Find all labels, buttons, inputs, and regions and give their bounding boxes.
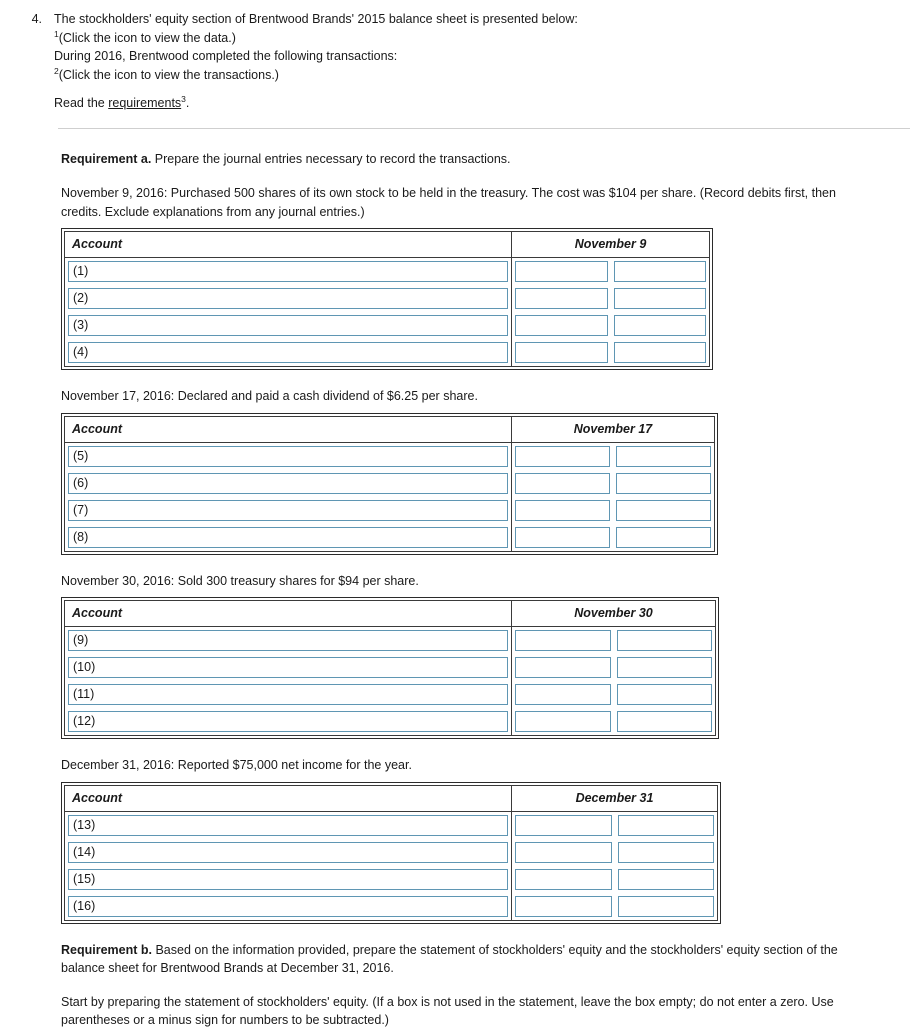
debit-input[interactable]	[515, 657, 611, 678]
section-divider	[58, 128, 910, 129]
amount-columns-header-cell	[512, 232, 709, 257]
table-row	[65, 443, 511, 470]
table-row	[65, 497, 511, 524]
account-input[interactable]: (3)	[68, 315, 508, 336]
debit-input[interactable]	[515, 815, 612, 836]
table-row	[65, 339, 511, 366]
credit-input[interactable]	[618, 869, 715, 890]
journal-table-inner	[64, 785, 718, 921]
transaction-description: November 17, 2016: Declared and paid a cash dividend of $6.25 per share.	[61, 389, 478, 403]
amount-columns	[512, 812, 717, 920]
table-row-amounts	[512, 312, 709, 339]
problem-number: 4.	[31, 12, 42, 26]
account-column-header: Account	[72, 421, 122, 436]
date-column-header: November 30	[574, 606, 653, 620]
account-column-header: Account	[72, 790, 122, 805]
requirement-b-heading	[61, 941, 871, 978]
data-icon-line	[54, 29, 920, 48]
journal-entry-table	[61, 782, 721, 924]
account-column	[65, 627, 512, 735]
account-input[interactable]: (7)	[68, 500, 508, 521]
requirement-b-instruction: Start by preparing the statement of stockholders' equity. (If a box is not used in the statement, leave the box empty; do not enter a zero. Use parentheses or a minus sign for numbers to be subtracted.)	[61, 994, 834, 1027]
table-row-amounts	[512, 812, 717, 839]
table-row	[65, 654, 511, 681]
credit-input[interactable]	[616, 500, 711, 521]
debit-input[interactable]	[515, 315, 608, 336]
account-column	[65, 443, 512, 551]
table-row-amounts	[512, 681, 715, 708]
account-column-header-cell	[65, 786, 512, 811]
table-row-amounts	[512, 627, 715, 654]
problem-text	[54, 10, 920, 113]
credit-input[interactable]	[618, 842, 715, 863]
debit-input[interactable]	[515, 527, 610, 548]
table-body	[65, 258, 709, 366]
transactions-icon-link[interactable]: (Click the icon to view the transactions.)	[58, 67, 279, 82]
data-icon-link[interactable]: (Click the icon to view the data.)	[58, 30, 236, 45]
account-input[interactable]: (13)	[68, 815, 508, 836]
journal-table-inner	[64, 231, 710, 367]
credit-input[interactable]	[616, 527, 711, 548]
journal-table-inner	[64, 600, 716, 736]
table-row	[65, 285, 511, 312]
requirement-a-label: Requirement a.	[61, 152, 152, 166]
amount-columns	[512, 627, 715, 735]
table-row	[65, 866, 511, 893]
table-row-amounts	[512, 654, 715, 681]
table-row-amounts	[512, 893, 717, 920]
during-line: During 2016, Brentwood completed the following transactions:	[54, 49, 398, 63]
debit-input[interactable]	[515, 630, 611, 651]
debit-input[interactable]	[515, 342, 608, 363]
debit-input[interactable]	[515, 842, 612, 863]
journal-entry-table	[61, 597, 719, 739]
account-column-header: Account	[72, 237, 122, 251]
debit-input[interactable]	[515, 473, 610, 494]
table-header-row	[65, 232, 709, 258]
amount-columns	[512, 443, 714, 551]
table-row-amounts	[512, 708, 715, 735]
account-input[interactable]: (12)	[68, 711, 508, 732]
requirement-a-text: Prepare the journal entries necessary to record the transactions.	[151, 152, 511, 166]
transactions-icon-line	[54, 66, 920, 85]
table-row	[65, 312, 511, 339]
account-column-header-cell	[65, 601, 512, 626]
account-input[interactable]: (10)	[68, 657, 508, 678]
table-body	[65, 443, 714, 551]
debit-input[interactable]	[515, 446, 610, 467]
table-header-row	[65, 417, 714, 443]
amount-columns-header-cell	[512, 601, 715, 626]
table-header-row	[65, 601, 715, 627]
credit-input[interactable]	[617, 657, 713, 678]
table-row-amounts	[512, 839, 717, 866]
account-input[interactable]: (16)	[68, 896, 508, 917]
table-row	[65, 812, 511, 839]
requirements-superscript: 3	[181, 93, 186, 104]
debit-input[interactable]	[515, 869, 612, 890]
problem-statement	[0, 10, 920, 113]
credit-input[interactable]	[617, 684, 713, 705]
table-row-amounts	[512, 497, 714, 524]
debit-input[interactable]	[515, 500, 610, 521]
credit-input[interactable]	[614, 288, 707, 309]
table-header-row	[65, 786, 717, 812]
table-row-amounts	[512, 339, 709, 366]
account-column-header-cell	[65, 232, 512, 257]
table-row	[65, 627, 511, 654]
credit-input[interactable]	[614, 315, 707, 336]
problem-intro-line: The stockholders' equity section of Brentwood Brands' 2015 balance sheet is presented below:	[54, 12, 578, 26]
account-column-header-cell	[65, 417, 512, 442]
amount-columns-header-cell	[512, 786, 717, 811]
table-row	[65, 524, 511, 551]
data-link-superscript: 1	[54, 28, 59, 39]
credit-input[interactable]	[618, 815, 715, 836]
requirements-link[interactable]: requirements	[108, 96, 182, 110]
transactions-link-superscript: 2	[54, 65, 59, 76]
account-column	[65, 812, 512, 920]
credit-input[interactable]	[616, 473, 711, 494]
transaction-description: November 30, 2016: Sold 300 treasury shares for $94 per share.	[61, 573, 419, 588]
debit-input[interactable]	[515, 261, 608, 282]
table-row	[65, 708, 511, 735]
account-input[interactable]: (4)	[68, 342, 508, 363]
main-content	[61, 150, 911, 1030]
journal-tables-host	[61, 184, 911, 924]
table-row-amounts	[512, 470, 714, 497]
account-input[interactable]: (15)	[68, 869, 508, 890]
credit-input[interactable]	[614, 261, 707, 282]
debit-input[interactable]	[515, 684, 611, 705]
read-prefix: Read the	[54, 96, 109, 110]
account-input[interactable]: (1)	[68, 261, 508, 282]
journal-entry-table	[61, 413, 718, 555]
table-row	[65, 893, 511, 920]
read-requirements-line	[54, 94, 920, 113]
spacer	[54, 84, 920, 94]
account-column	[65, 258, 512, 366]
table-row	[65, 470, 511, 497]
debit-input[interactable]	[515, 288, 608, 309]
table-body	[65, 627, 715, 735]
journal-entry-table	[61, 228, 713, 370]
amount-columns-header-cell	[512, 417, 714, 442]
date-column-header: December 31	[575, 790, 654, 805]
account-input[interactable]: (8)	[68, 527, 508, 548]
requirement-a-heading	[61, 150, 911, 168]
account-input[interactable]: (2)	[68, 288, 508, 309]
account-input[interactable]: (14)	[68, 842, 508, 863]
account-column-header: Account	[72, 606, 122, 620]
credit-input[interactable]	[618, 896, 715, 917]
account-input[interactable]: (11)	[68, 684, 508, 705]
table-row	[65, 681, 511, 708]
credit-input[interactable]	[614, 342, 707, 363]
credit-input[interactable]	[617, 711, 713, 732]
amount-columns	[512, 258, 709, 366]
debit-input[interactable]	[515, 711, 611, 732]
table-row-amounts	[512, 524, 714, 551]
credit-input[interactable]	[616, 446, 711, 467]
table-row-amounts	[512, 443, 714, 470]
debit-input[interactable]	[515, 896, 612, 917]
table-row-amounts	[512, 285, 709, 312]
requirement-b-text: Based on the information provided, prepare the statement of stockholders' equity and the stockholders' equity section of the balance sheet for Brentwood Brands at December 31, 2016.	[61, 942, 838, 975]
date-column-header: November 9	[574, 237, 647, 251]
table-row-amounts	[512, 258, 709, 285]
account-input[interactable]: (9)	[68, 630, 508, 651]
transaction-description: November 9, 2016: Purchased 500 shares of its own stock to be held in the treasury. The cost was $104 per share. (Record debits first, then credits. Exclude explanations from any journal entries.)	[61, 186, 836, 219]
requirement-b-label: Requirement b.	[61, 942, 152, 957]
table-body	[65, 812, 717, 920]
account-input[interactable]: (6)	[68, 473, 508, 494]
account-input[interactable]: (5)	[68, 446, 508, 467]
read-suffix: .	[185, 96, 190, 110]
table-row-amounts	[512, 866, 717, 893]
table-row	[65, 839, 511, 866]
date-column-header: November 17	[573, 421, 653, 436]
table-row	[65, 258, 511, 285]
journal-table-inner	[64, 416, 715, 552]
credit-input[interactable]	[617, 630, 713, 651]
transaction-description: December 31, 2016: Reported $75,000 net income for the year.	[61, 758, 412, 772]
